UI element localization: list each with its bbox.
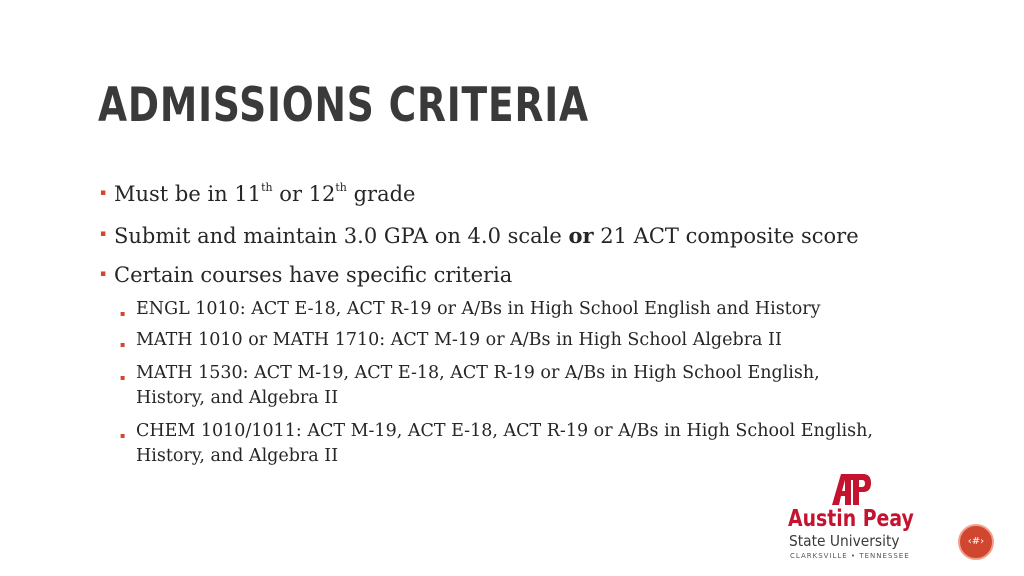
slide-title: ADMISSIONS CRITERIA — [98, 78, 589, 133]
ap-monogram-icon — [830, 472, 872, 506]
page-number-badge: ‹#› — [958, 524, 994, 560]
apsu-logo — [786, 472, 916, 562]
subbullet-text: ENGL 1010: ACT E-18, ACT R-19 or A/Bs in High School English and History — [136, 299, 821, 319]
subbullet-text: MATH 1530: ACT M-19, ACT E-18, ACT R-19 or A/Bs in High School English, History, and Algebra II — [136, 363, 820, 408]
bullet-icon: ▪ — [120, 340, 126, 349]
bullet-icon: ▪ — [120, 431, 126, 440]
bullet-text: Certain courses have specific criteria — [114, 263, 513, 287]
subbullet-text: CHEM 1010/1011: ACT M-19, ACT E-18, ACT R-19 or A/Bs in High School English, History, and Algebra II — [136, 421, 873, 466]
bullet-text: Must be in 11th or 12th grade — [114, 181, 416, 206]
bullet-icon: ▪ — [120, 309, 126, 318]
bullet-text: Submit and maintain 3.0 GPA on 4.0 scale or 21 ACT composite score — [114, 223, 859, 248]
bullet-icon: ▪ — [100, 188, 107, 198]
logo-name-line2: State University — [789, 532, 900, 550]
bullet-icon: ▪ — [100, 269, 107, 279]
logo-name-line3: CLARKSVILLE • TENNESSEE — [790, 552, 910, 560]
subbullet-text: MATH 1010 or MATH 1710: ACT M-19 or A/Bs in High School Algebra II — [136, 330, 782, 350]
bullet-icon: ▪ — [100, 229, 107, 239]
logo-name-line1: Austin Peay — [788, 506, 914, 532]
bullet-icon: ▪ — [120, 373, 126, 382]
